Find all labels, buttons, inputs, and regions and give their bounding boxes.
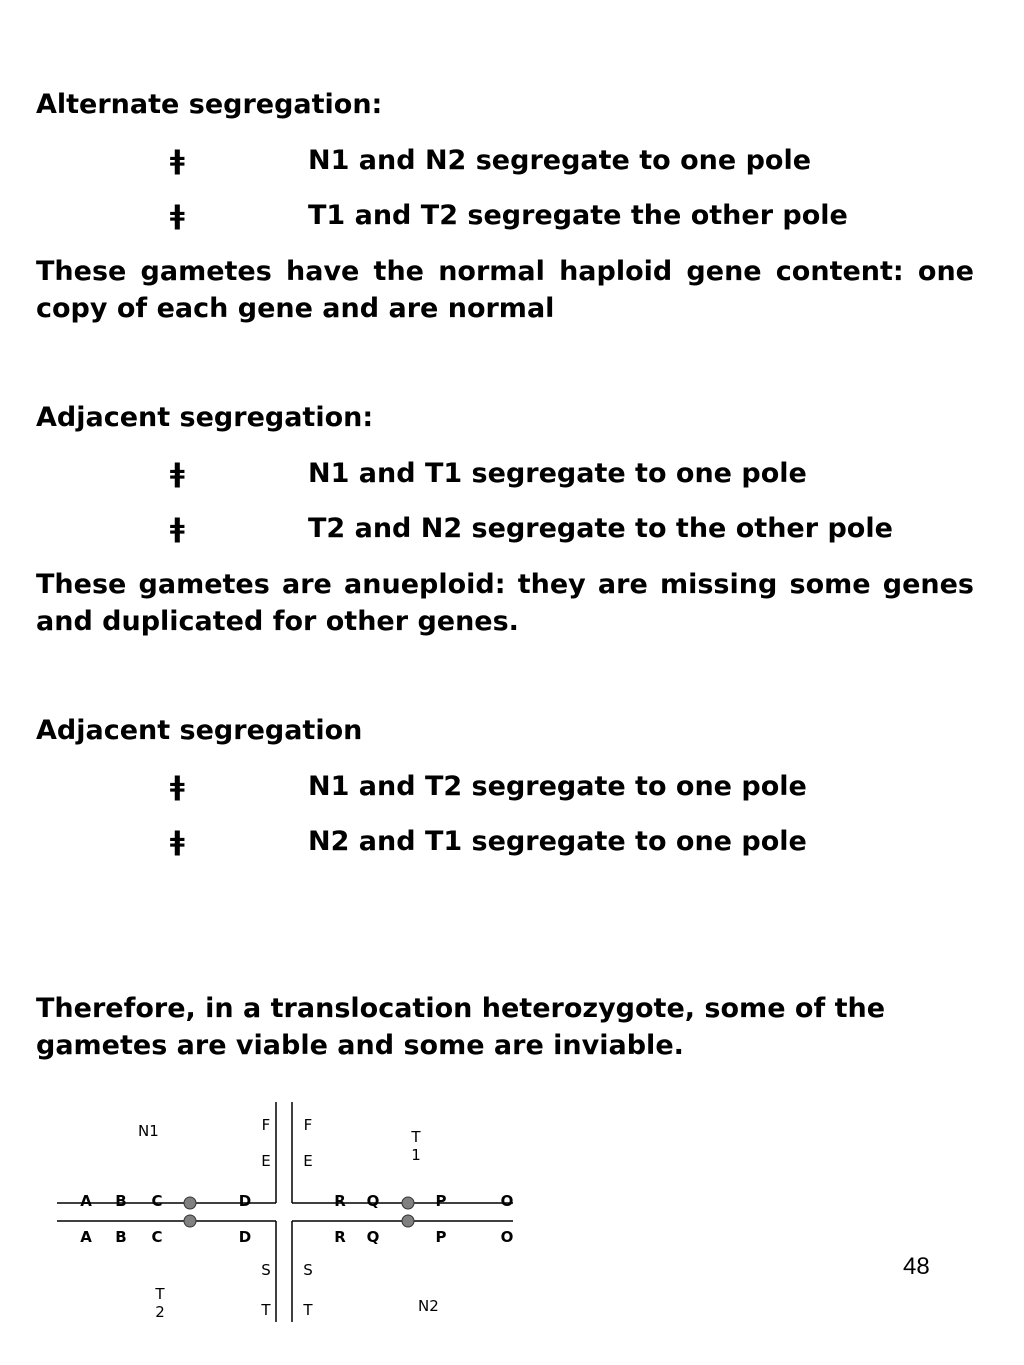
- gene-label: E: [261, 1152, 271, 1170]
- centromere: [402, 1215, 414, 1227]
- label-t1: T 1: [411, 1128, 421, 1164]
- gene-label: Q: [366, 1228, 380, 1246]
- translocation-diagram: [0, 1090, 540, 1340]
- section-heading-alternate: Alternate segregation:: [36, 89, 383, 120]
- centromere: [184, 1215, 196, 1227]
- bullet-marker: ǂ: [170, 458, 185, 489]
- gene-label: O: [500, 1192, 514, 1210]
- gene-label: R: [334, 1192, 346, 1210]
- gene-label: P: [435, 1228, 447, 1246]
- gene-label: S: [303, 1261, 313, 1279]
- bullet-item: [0, 198, 1000, 234]
- label-t2: T 2: [155, 1285, 165, 1321]
- bullet-text: T2 and N2 segregate to the other pole: [308, 513, 893, 544]
- gene-label: T: [303, 1301, 313, 1319]
- conclusion-paragraph: Therefore, in a translocation heterozygote, some of the gametes are viable and some are inviable.: [36, 993, 886, 1061]
- bullet-item: [0, 143, 1000, 179]
- section-paragraph: These gametes have the normal haploid gene content: one copy of each gene and are normal: [36, 256, 974, 324]
- centromere: [184, 1197, 196, 1209]
- bullet-marker: ǂ: [170, 200, 185, 231]
- bullet-text: N2 and T1 segregate to one pole: [308, 826, 807, 857]
- centromere: [402, 1197, 414, 1209]
- bullet-item: [0, 456, 1000, 492]
- gene-label: A: [80, 1228, 92, 1246]
- bullet-text: N1 and T2 segregate to one pole: [308, 771, 807, 802]
- gene-label: F: [303, 1116, 313, 1134]
- bullet-marker: ǂ: [170, 513, 185, 544]
- bullet-marker: ǂ: [170, 771, 185, 802]
- bullet-marker: ǂ: [170, 145, 185, 176]
- section-heading-adjacent-2: Adjacent segregation: [36, 715, 363, 746]
- bullet-item: [0, 824, 1000, 860]
- gene-label: P: [435, 1192, 447, 1210]
- gene-label: R: [334, 1228, 346, 1246]
- bullet-marker: ǂ: [170, 826, 185, 857]
- gene-label: C: [151, 1192, 163, 1210]
- gene-label: O: [500, 1228, 514, 1246]
- bullet-text: T1 and T2 segregate the other pole: [308, 200, 848, 231]
- gene-label: D: [238, 1228, 252, 1246]
- gene-label: D: [238, 1192, 252, 1210]
- label-n2: N2: [418, 1297, 439, 1315]
- gene-label: B: [115, 1228, 127, 1246]
- section-paragraph: These gametes are anueploid: they are missing some genes and duplicated for other genes.: [36, 569, 974, 637]
- bullet-item: [0, 769, 1000, 805]
- section-heading-adjacent: Adjacent segregation:: [36, 402, 374, 433]
- gene-label: F: [261, 1116, 271, 1134]
- bullet-item: [0, 511, 1000, 547]
- gene-label: T: [261, 1301, 271, 1319]
- gene-label: S: [261, 1261, 271, 1279]
- bullet-text: N1 and T1 segregate to one pole: [308, 458, 807, 489]
- gene-label: Q: [366, 1192, 380, 1210]
- gene-label: A: [80, 1192, 92, 1210]
- gene-label: B: [115, 1192, 127, 1210]
- gene-label: E: [303, 1152, 313, 1170]
- bullet-text: N1 and N2 segregate to one pole: [308, 145, 812, 176]
- page-number: 48: [903, 1253, 930, 1280]
- gene-label: C: [151, 1228, 163, 1246]
- label-n1: N1: [138, 1122, 159, 1140]
